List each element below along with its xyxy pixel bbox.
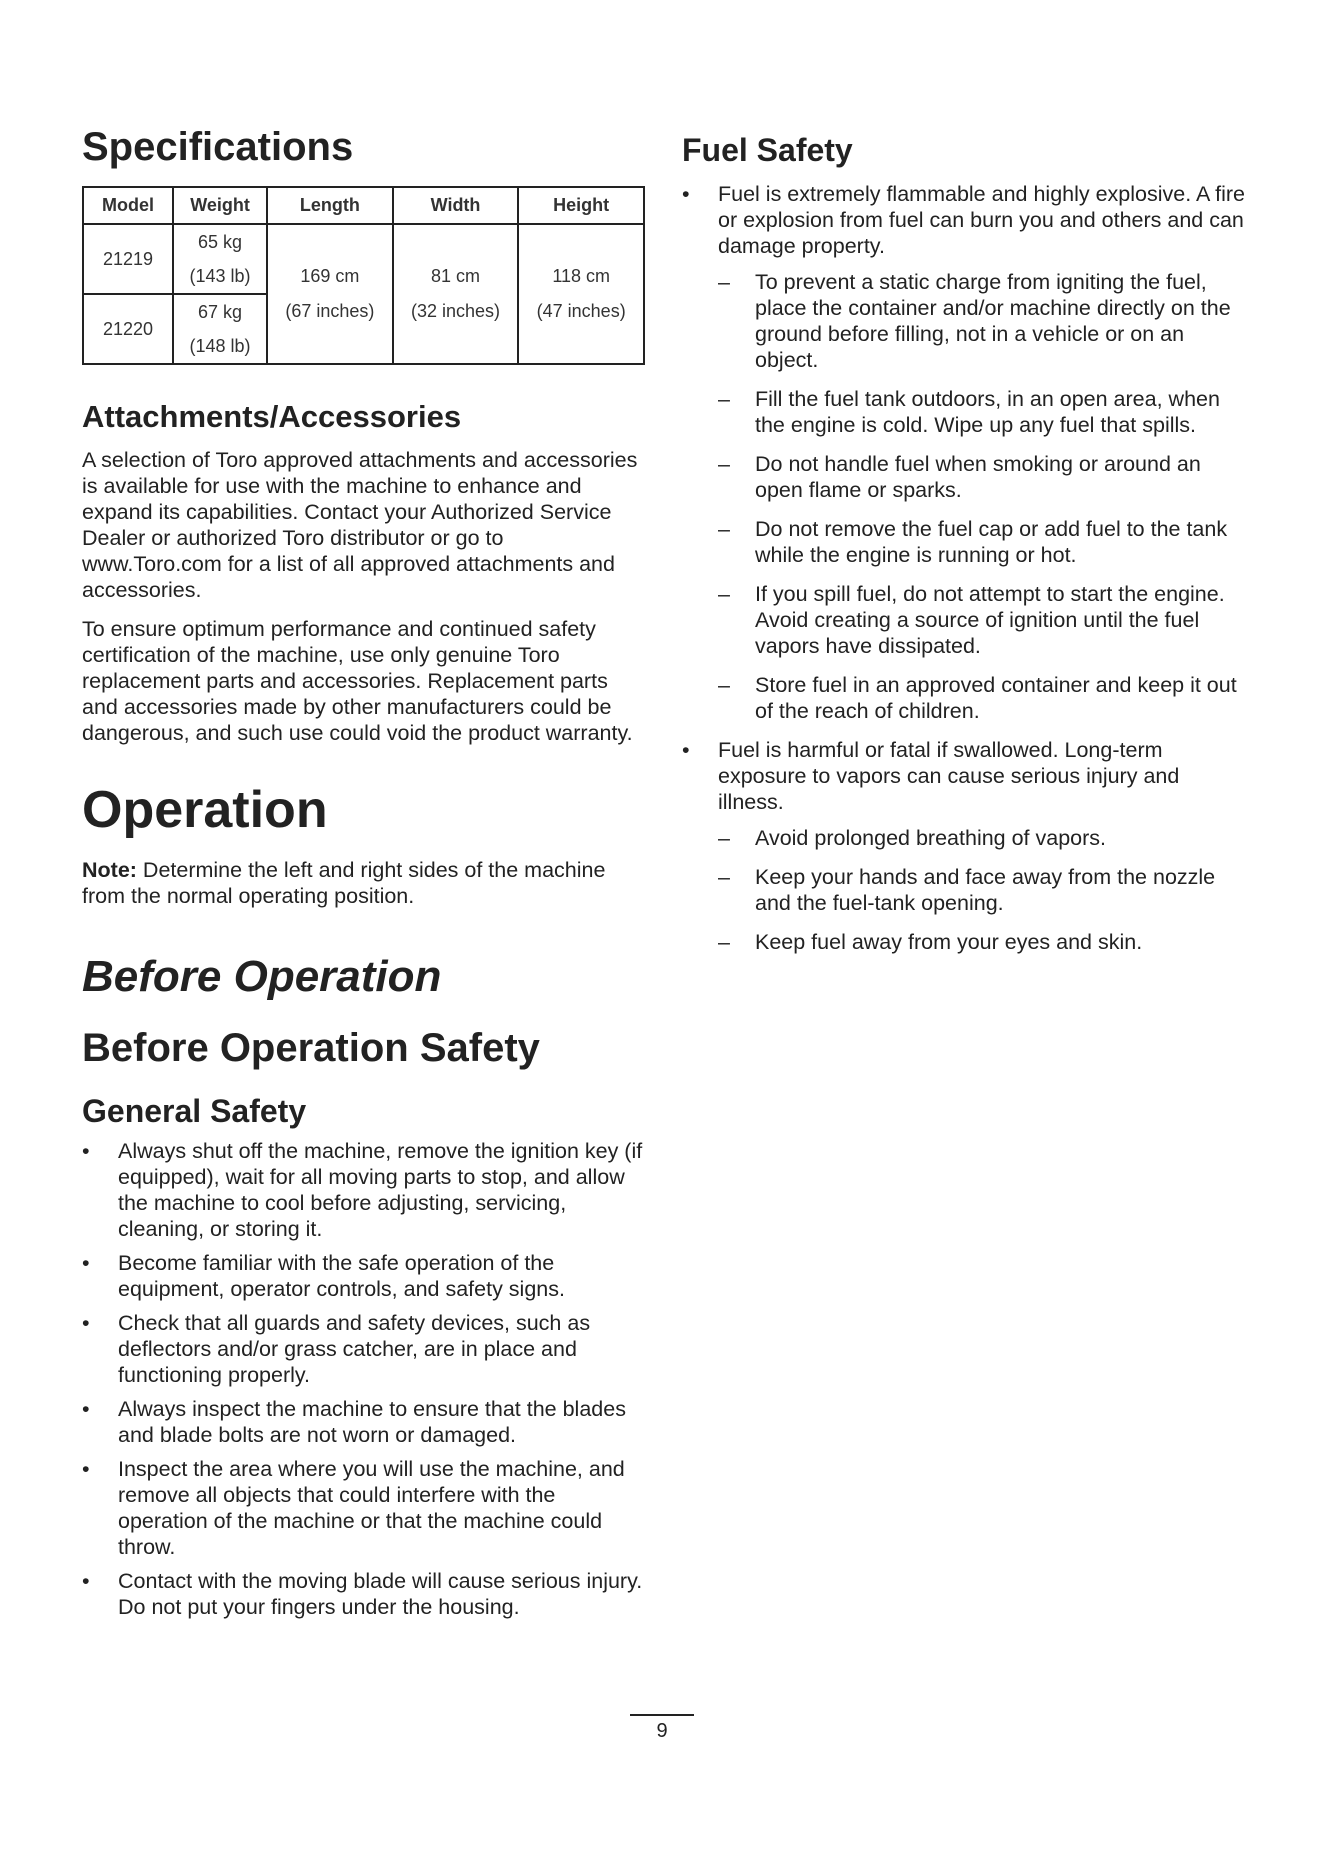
sub-list-item xyxy=(718,386,1250,438)
list-item-text: Always inspect the machine to ensure that the blades and blade bolts are not worn or damaged. xyxy=(118,1397,626,1448)
sub-list-item xyxy=(718,864,1250,916)
sub-list-item-text: Keep fuel away from your eyes and skin. xyxy=(755,929,1143,954)
bullet-icon: • xyxy=(82,1397,90,1422)
height-in: (47 inches) xyxy=(536,301,626,321)
sub-list-item-text: Fill the fuel tank outdoors, in an open area, when the engine is cold. Wipe up any fuel that spills. xyxy=(755,386,1220,437)
sub-list-item xyxy=(718,581,1250,659)
sub-list-item xyxy=(718,929,1250,955)
list-item-text: Fuel is harmful or fatal if swallowed. Long-term exposure to vapors can cause serious injury and illness. xyxy=(718,737,1180,814)
weight-lb: (143 lb) xyxy=(189,266,251,286)
bullet-icon: • xyxy=(682,181,690,206)
list-item-text: Become familiar with the safe operation of the equipment, operator controls, and safety signs. xyxy=(118,1251,565,1302)
table-header-row xyxy=(83,187,644,224)
dash-icon: – xyxy=(718,516,730,541)
list-item xyxy=(82,1138,645,1242)
specifications-heading: Specifications xyxy=(82,125,354,169)
header-weight: Weight xyxy=(173,187,267,224)
bullet-icon: • xyxy=(82,1457,90,1482)
height-cm: 118 cm xyxy=(552,266,611,286)
fuel-sublist-1 xyxy=(718,269,1250,724)
list-item xyxy=(82,1310,645,1388)
sub-list-item xyxy=(718,516,1250,568)
list-item-text: Fuel is extremely flammable and highly explosive. A fire or explosion from fuel can burn you and others and can damage property. xyxy=(718,181,1245,258)
weight-cell xyxy=(173,294,267,364)
bullet-icon: • xyxy=(82,1569,90,1594)
page-number: 9 xyxy=(656,1720,668,1742)
header-model: Model xyxy=(83,187,173,224)
dash-icon: – xyxy=(718,929,730,954)
length-cm: 169 cm xyxy=(300,266,360,286)
sub-list-item-text: If you spill fuel, do not attempt to start the engine. Avoid creating a source of ignition until the fuel vapors have dissipated. xyxy=(755,581,1225,658)
list-item xyxy=(82,1456,645,1560)
bullet-icon: • xyxy=(82,1251,90,1276)
sub-list-item xyxy=(718,825,1250,851)
list-item xyxy=(82,1396,645,1448)
length-in: (67 inches) xyxy=(285,301,375,321)
width-in: (32 inches) xyxy=(411,301,501,321)
model-cell: 21220 xyxy=(83,294,173,364)
fuel-safety-heading: Fuel Safety xyxy=(682,132,853,168)
note-text: Determine the left and right sides of the machine from the normal operating position. xyxy=(82,857,606,908)
dash-icon: – xyxy=(718,269,730,294)
note-label: Note: xyxy=(82,857,137,882)
sub-list-item xyxy=(718,672,1250,724)
sub-list-item-text: Store fuel in an approved container and keep it out of the reach of children. xyxy=(755,672,1237,723)
dash-icon: – xyxy=(718,386,730,411)
list-item xyxy=(682,737,1250,955)
sub-list-item-text: Do not handle fuel when smoking or around an open flame or sparks. xyxy=(755,451,1201,502)
specifications-table xyxy=(82,186,645,365)
list-item-text: Contact with the moving blade will cause serious injury. Do not put your fingers under the housing. xyxy=(118,1569,643,1620)
attachments-paragraph-1: A selection of Toro approved attachments and accessories is available for use with the machine to enhance and expand its capabilities. Contact your Authorized Service Dealer or authorized Toro distributor or go to www.Toro.com for a list of all approved attachments and accessories. xyxy=(82,447,638,602)
list-item xyxy=(82,1250,645,1302)
fuel-safety-list xyxy=(682,181,1250,955)
height-cell xyxy=(518,224,644,364)
dash-icon: – xyxy=(718,864,730,889)
before-operation-safety-heading: Before Operation Safety xyxy=(82,1026,540,1071)
before-operation-heading: Before Operation xyxy=(82,951,442,1001)
list-item xyxy=(82,1568,645,1620)
left-column xyxy=(82,124,645,1628)
general-safety-heading: General Safety xyxy=(82,1093,307,1130)
weight-lb: (148 lb) xyxy=(189,336,251,356)
sub-list-item-text: To prevent a static charge from igniting the fuel, place the container and/or machine directly on the ground before filling, not in a vehicle or on an object. xyxy=(755,269,1231,372)
list-item-text: Check that all guards and safety devices, such as deflectors and/or grass catcher, are in place and functioning properly. xyxy=(118,1311,591,1388)
general-safety-list xyxy=(82,1138,645,1620)
width-cell xyxy=(393,224,519,364)
list-item-text: Always shut off the machine, remove the ignition key (if equipped), wait for all moving parts to stop, and allow the machine to cool before adjusting, servicing, cleaning, or storing it. xyxy=(118,1139,643,1242)
bullet-icon: • xyxy=(82,1139,90,1164)
header-length: Length xyxy=(267,187,393,224)
header-width: Width xyxy=(393,187,519,224)
length-cell xyxy=(267,224,393,364)
attachments-heading: Attachments/Accessories xyxy=(82,399,462,434)
sub-list-item xyxy=(718,269,1250,373)
model-cell: 21219 xyxy=(83,224,173,294)
operation-note xyxy=(82,857,645,909)
sub-list-item-text: Keep your hands and face away from the nozzle and the fuel-tank opening. xyxy=(755,864,1216,915)
right-column xyxy=(682,124,1250,968)
attachments-paragraph-2: To ensure optimum performance and continued safety certification of the machine, use only genuine Toro replacement parts and accessories. Replacement parts and accessories made by other manufacturers could be dangerous, and such use could void the product warranty. xyxy=(82,616,633,745)
weight-cell xyxy=(173,224,267,294)
bullet-icon: • xyxy=(82,1311,90,1336)
bullet-icon: • xyxy=(682,737,690,762)
list-item-text: Inspect the area where you will use the machine, and remove all objects that could interfere with the operation of the machine or that the machine could throw. xyxy=(118,1457,625,1560)
header-height: Height xyxy=(518,187,644,224)
dash-icon: – xyxy=(718,581,730,606)
list-item xyxy=(682,181,1250,724)
width-cm: 81 cm xyxy=(431,266,481,286)
dash-icon: – xyxy=(718,825,730,850)
fuel-sublist-2 xyxy=(718,825,1250,955)
operation-heading: Operation xyxy=(82,780,328,839)
sub-list-item xyxy=(718,451,1250,503)
sub-list-item-text: Do not remove the fuel cap or add fuel to the tank while the engine is running or hot. xyxy=(755,516,1228,567)
weight-kg: 65 kg xyxy=(198,232,243,252)
dash-icon: – xyxy=(718,451,730,476)
sub-list-item-text: Avoid prolonged breathing of vapors. xyxy=(755,825,1107,850)
dash-icon: – xyxy=(718,672,730,697)
table-row xyxy=(83,224,644,294)
footer-rule xyxy=(630,1714,694,1716)
weight-kg: 67 kg xyxy=(198,302,243,322)
